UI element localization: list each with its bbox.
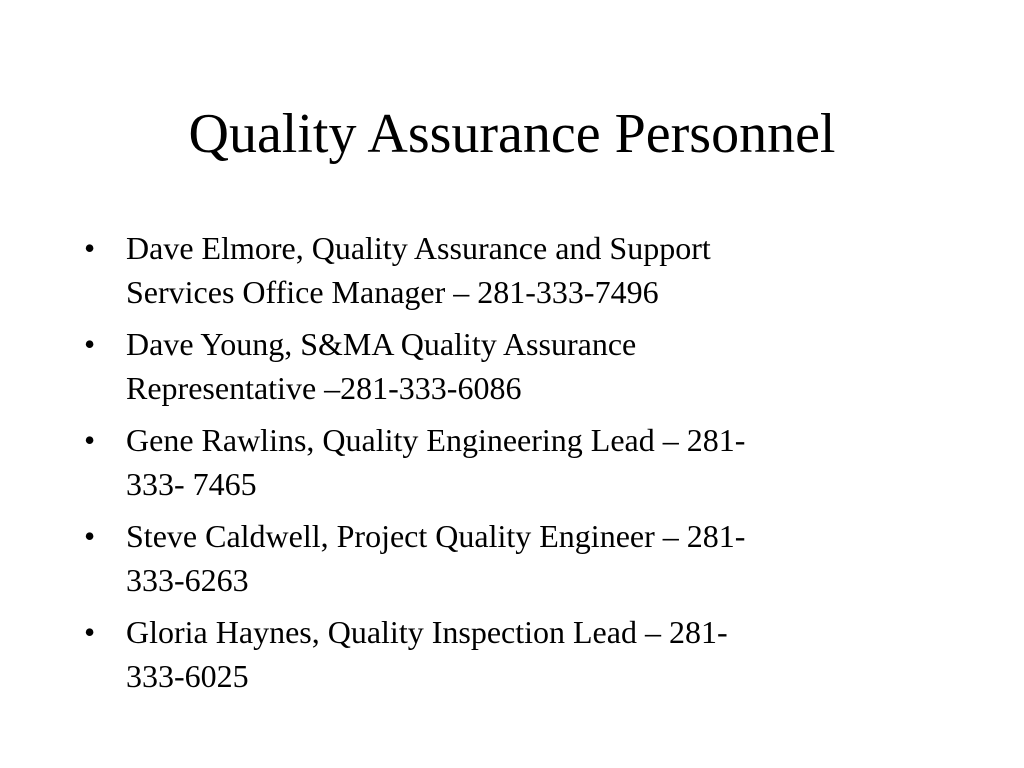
list-item-text: Dave Elmore, Quality Assurance and Support Services Office Manager – 281-333-7496 — [126, 230, 711, 310]
list-item-text: Steve Caldwell, Project Quality Engineer – 281- 333-6263 — [126, 518, 746, 598]
bullet-icon: • — [84, 326, 96, 362]
slide-title: Quality Assurance Personnel — [188, 103, 836, 165]
bullet-icon: • — [84, 422, 96, 458]
bullet-icon: • — [84, 230, 96, 266]
list-item — [82, 418, 922, 506]
list-item — [82, 226, 922, 314]
list-item-text: Gloria Haynes, Quality Inspection Lead – 281- 333-6025 — [126, 614, 728, 694]
list-item — [82, 322, 922, 410]
list-item-text: Gene Rawlins, Quality Engineering Lead – 281- 333- 7465 — [126, 422, 746, 502]
list-item-text: Dave Young, S&MA Quality Assurance Representative –281-333-6086 — [126, 326, 637, 406]
bullet-icon: • — [84, 518, 96, 554]
list-item — [82, 514, 922, 602]
personnel-list — [82, 226, 922, 706]
list-item — [82, 610, 922, 698]
bullet-icon: • — [84, 614, 96, 650]
